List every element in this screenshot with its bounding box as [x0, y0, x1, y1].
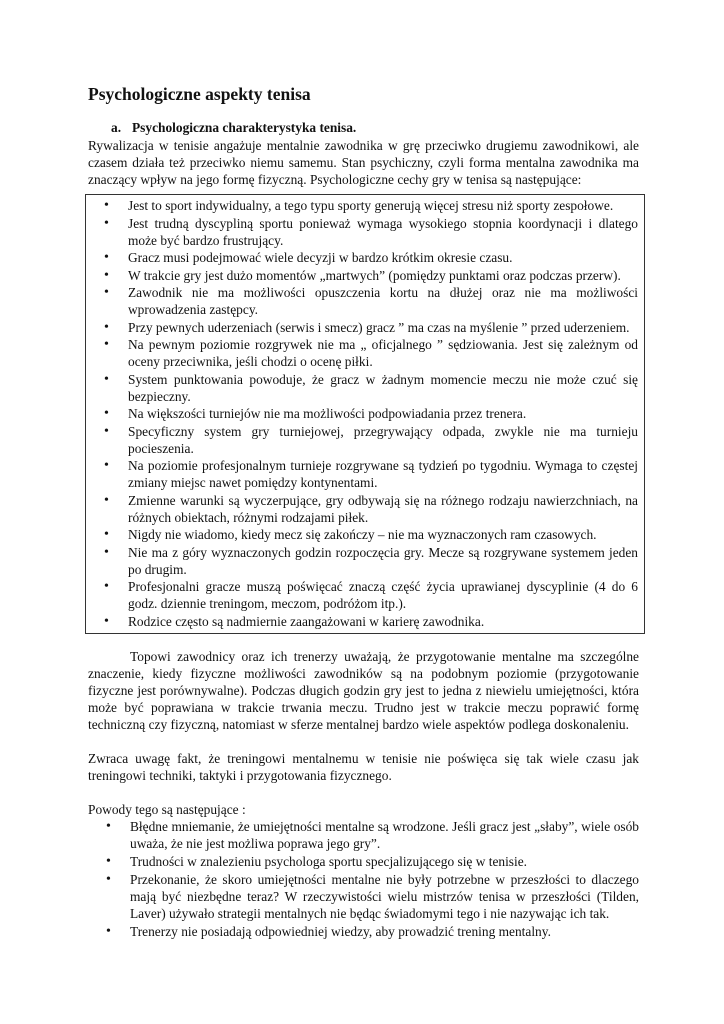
feature-list-item: • Na poziomie profesjonalnym turnieje rozgrywane są tydzień po tygodniu. Wymaga to częstej zmiany miejsc nawet pomiędzy kontynentami. [86, 457, 644, 491]
section-heading-text: Psychologiczna charakterystyka tenisa. [132, 120, 357, 135]
features-list [86, 197, 644, 630]
reasons-list [88, 818, 639, 940]
feature-list-item: • Rodzice często są nadmiernie zaangażowani w karierę zawodnika. [86, 613, 644, 630]
feature-list-item: • Nigdy nie wiadomo, kiedy mecz się zakończy – nie ma wyznaczonych ram czasowych. [86, 526, 644, 543]
feature-list-item: • Profesjonalni gracze muszą poświęcać znaczą część życia uprawianej dyscyplinie (4 do 6 godz. dziennie treningom, meczom, podróżom itp.). [86, 578, 644, 612]
document-title: Psychologiczne aspekty tenisa [88, 84, 311, 104]
paragraph-mental-preparation: Topowi zawodnicy oraz ich trenerzy uważają, że przygotowanie mentalne ma szczególne znaczenie, kiedy fizyczne możliwości zawodników są na podobnym poziomie (przygotowanie fizyczne jest porównywalne). Podczas długich godzin gry jest to jedna z niewielu umiejętności, która może być poprawiana w trakcie trwania meczu. Trudno jest w trakcie meczu poprawić formę techniczną czy fizyczną, natomiast w sferze mentalnej bardzo wiele aspektów podlega doskonaleniu. [88, 649, 639, 732]
features-box [85, 194, 645, 634]
feature-list-item: • Zmienne warunki są wyczerpujące, gry odbywają się na różnego rodzaju nawierzchniach, na różnych obiektach, różnymi rodzajami piłek. [86, 492, 644, 526]
reason-list-item: • Trudności w znalezieniu psychologa sportu specjalizującego się w tenisie. [88, 853, 639, 870]
feature-list-item: • Zawodnik nie ma możliwości opuszczenia kortu na dłużej oraz nie ma możliwości wprowadzenia zastępcy. [86, 284, 644, 318]
feature-list-item: • Jest trudną dyscypliną sportu ponieważ wymaga wysokiego stopnia koordynacji i dlatego może być bardzo frustrujący. [86, 215, 644, 249]
feature-list-item: • Specyficzny system gry turniejowej, przegrywający odpada, zwykle nie ma turnieju pocieszenia. [86, 423, 644, 457]
feature-list-item: • Na pewnym poziomie rozgrywek nie ma „ oficjalnego ” sędziowania. Jest się zależnym od oceny przeciwnika, jeśli chodzi o ocenę piłki. [86, 336, 644, 370]
feature-list-item: • W trakcie gry jest dużo momentów „martwych” (pomiędzy punktami oraz podczas przerw). [86, 267, 644, 284]
feature-list-item: • Nie ma z góry wyznaczonych godzin rozpoczęcia gry. Mecze są rozgrywane systemem jeden po drugim. [86, 544, 644, 578]
reason-list-item: • Trenerzy nie posiadają odpowiedniej wiedzy, aby prowadzić trening mentalny. [88, 923, 639, 940]
section-heading [111, 119, 639, 136]
document-page [88, 82, 639, 941]
paragraph-training-time: Zwraca uwagę fakt, że treningowi mentalnemu w tenisie nie poświęca się tak wiele czasu jak treningowi techniki, taktyki i przygotowania fizycznego. [88, 751, 639, 783]
section-label: a. [111, 120, 122, 135]
reason-list-item: • Przekonanie, że skoro umiejętności mentalne nie były potrzebne w przeszłości to dlaczego mają być niezbędne teraz? W rzeczywistości wielu mistrzów tenisa w przeszłości (Tilden, Laver) używało strategii mentalnych nie będąc świadomymi tego i nie nazywając ich tak. [88, 871, 639, 922]
feature-list-item: • Gracz musi podejmować wiele decyzji w bardzo krótkim okresie czasu. [86, 249, 644, 266]
intro-paragraph: Rywalizacja w tenisie angażuje mentalnie zawodnika w grę przeciwko drugiemu zawodnikowi, ale czasem działa też przeciwko niemu samemu. Stan psychiczny, czyli forma mentalna zawodnika ma znaczący wpływ na jego formę fizyczną. Psychologiczne cechy gry w tenisa są następujące: [88, 138, 639, 187]
feature-list-item: • Przy pewnych uderzeniach (serwis i smecz) gracz ” ma czas na myślenie ” przed uderzeniem. [86, 319, 644, 336]
reasons-intro: Powody tego są następujące : [88, 802, 246, 817]
feature-list-item: • Jest to sport indywidualny, a tego typu sporty generują więcej stresu niż sporty zespołowe. [86, 197, 644, 214]
reason-list-item: • Błędne mniemanie, że umiejętności mentalne są wrodzone. Jeśli gracz jest „słaby”, wiele osób uważa, że nie jest możliwa poprawa jego gry”. [88, 818, 639, 852]
feature-list-item: • Na większości turniejów nie ma możliwości podpowiadania przez trenera. [86, 405, 644, 422]
feature-list-item: • System punktowania powoduje, że gracz w żadnym momencie meczu nie może czuć się bezpieczny. [86, 371, 644, 405]
